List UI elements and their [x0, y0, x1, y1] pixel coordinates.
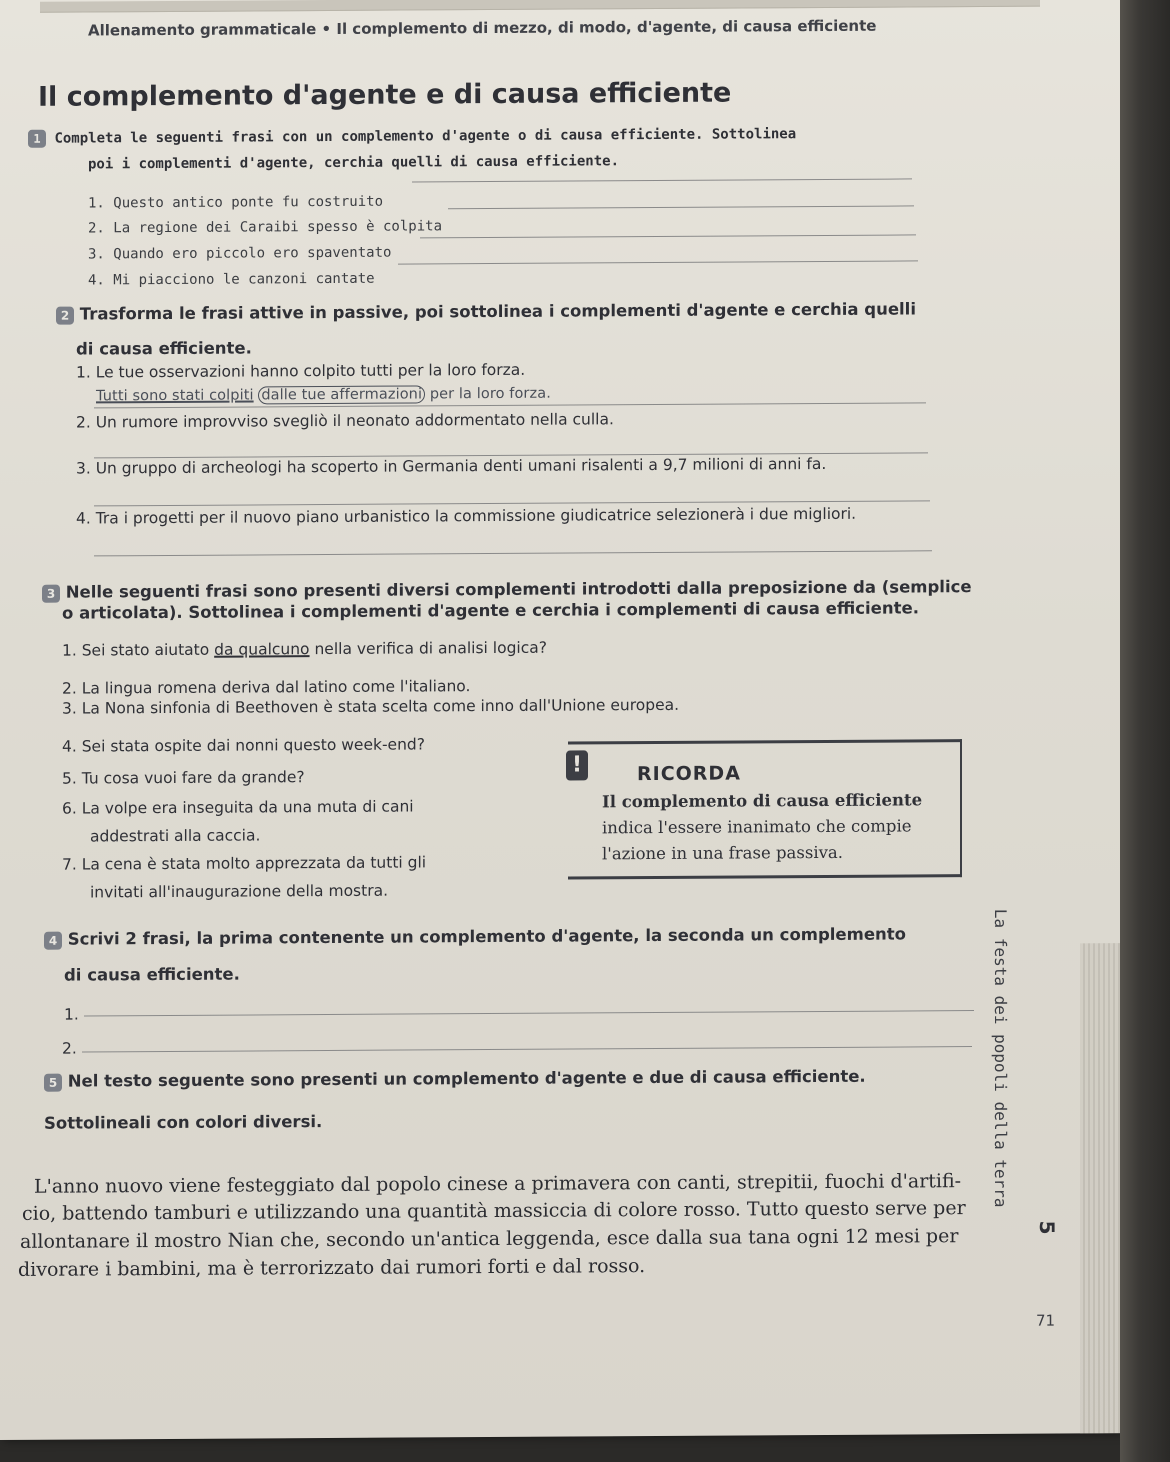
exercise-3-item: 5. Tu cosa vuoi fare da grande? [62, 768, 305, 788]
exercise-3-item: 7. La cena è stata molto apprezzata da tutti gli [62, 853, 427, 874]
passage-line: divorare i bambini, ma è terrorizzato dai rumori forti e dal rosso. [18, 1255, 646, 1281]
ricorda-bold-line: Il complemento di causa efficiente [602, 790, 923, 812]
exercise-5-badge: 5 [44, 1073, 62, 1091]
exercise-2-instruction-line2: di causa efficiente. [76, 338, 252, 359]
answer-line[interactable] [84, 1010, 974, 1016]
exercise-1-item: 2. La regione dei Caraibi spesso è colpita [88, 218, 443, 237]
exercise-2-item: 1. Le tue osservazioni hanno colpito tutti per la loro forza. [76, 360, 526, 382]
page-title: Il complemento d'agente e di causa efficiente [38, 77, 732, 113]
exercise-1-badge: 1 [28, 130, 46, 148]
exercise-4-item: 2. [62, 1039, 77, 1058]
exercise-3-badge: 3 [42, 584, 60, 602]
exercise-5-instruction: 5 Nel testo seguente sono presenti un complemento d'agente e due di causa efficiente. [44, 1067, 866, 1092]
answer-line[interactable] [420, 234, 916, 238]
passage-line: allontanare il mostro Nian che, secondo un'antica leggenda, esce dalla sua tana ogni 12 mesi per [20, 1225, 959, 1253]
underlined-agent: da qualcuno [214, 640, 310, 659]
exercise-1-item: 3. Quando ero piccolo ero spaventato [88, 244, 392, 263]
exercise-4-instruction: 4 Scrivi 2 frasi, la prima contenente un complemento d'agente, la seconda un complemento [44, 924, 906, 949]
exercise-1-instruction: 1 Completa le seguenti frasi con un complemento d'agente o di causa efficiente. Sottolinea [28, 125, 796, 148]
page-header: Allenamento grammaticale • Il complemento di mezzo, di modo, d'agente, di causa efficiente [88, 16, 877, 40]
handwritten-answer: Tutti sono stati colpiti dalle tue affermazioni per la loro forza. [96, 385, 551, 405]
exercise-4-badge: 4 [44, 931, 62, 949]
passage-line: L'anno nuovo viene festeggiato dal popolo cinese a primavera con canti, strepitii, fuochi d'artifi- [34, 1170, 962, 1198]
exercise-3-item: invitati all'inaugurazione della mostra. [90, 881, 389, 902]
exercise-4-instruction-line2: di causa efficiente. [64, 964, 240, 985]
exercise-2-item: 4. Tra i progetti per il nuovo piano urbanistico la commissione giudicatrice selezionerà i due migliori. [76, 504, 857, 528]
exercise-3-item: 2. La lingua romena deriva dal latino come l'italiano. [62, 677, 471, 698]
exercise-3-item: 4. Sei stata ospite dai nonni questo week-end? [62, 735, 425, 756]
answer-line[interactable] [412, 178, 912, 182]
exercise-2-item: 3. Un gruppo di archeologi ha scoperto in Germania denti umani risalenti a 9,7 milioni di anni fa. [76, 454, 827, 478]
answer-line[interactable] [398, 260, 918, 264]
exercise-3-instruction-line2: o articolata). Sottolinea i complementi d'agente e cerchia i complementi di causa efficiente. [62, 598, 919, 623]
answer-line[interactable] [94, 550, 932, 556]
exercise-3-item: addestrati alla caccia. [90, 826, 261, 846]
exercise-3-item: 6. La volpe era inseguita da una muta di cani [62, 797, 414, 818]
answer-line[interactable] [82, 1046, 972, 1052]
exercise-3-item: 1. Sei stato aiutato da qualcuno nella verifica di analisi logica? [62, 638, 547, 660]
ricorda-line: l'azione in una frase passiva. [602, 842, 843, 864]
passage-line: cio, battendo tamburi e utilizzando una quantità massiccia di colore rosso. Tutto questo serve per [22, 1197, 966, 1225]
page-number: 71 [1036, 1311, 1056, 1330]
exercise-1-item: 1. Questo antico ponte fu costruito [88, 193, 384, 212]
exercise-1-item: 4. Mi piacciono le canzoni cantate [88, 270, 375, 289]
side-chapter-title: La festa dei popoli della terra [991, 908, 1010, 1208]
exclamation-icon: ! [566, 750, 588, 780]
answer-line[interactable] [448, 205, 914, 209]
ricorda-line: indica l'essere inanimato che compie [602, 816, 912, 838]
exercise-4-item: 1. [64, 1005, 79, 1024]
ricorda-title: RICORDA [637, 762, 741, 786]
exercise-2-badge: 2 [56, 306, 74, 324]
background-surface [1120, 0, 1170, 1462]
page-binding-edge [1080, 943, 1120, 1433]
exercise-2-instruction: 2 Trasforma le frasi attive in passive, poi sottolinea i complementi d'agente e cerchia quelli [56, 299, 916, 324]
exercise-1-instruction-line2: poi i complementi d'agente, cerchia quelli di causa efficiente. [88, 153, 620, 173]
exercise-3-item: 3. La Nona sinfonia di Beethoven è stata scelta come inno dall'Unione europea. [62, 695, 680, 718]
exercise-3-instruction: 3 Nelle seguenti frasi sono presenti diversi complementi introdotti dalla preposizione da (semplice [42, 577, 972, 602]
top-strip [40, 0, 1040, 13]
exercise-2-item: 2. Un rumore improvviso svegliò il neonato addormentato nella culla. [76, 410, 614, 432]
unit-number-badge: 5 [1035, 1220, 1059, 1235]
exercise-5-instruction-line2: Sottolineali con colori diversi. [44, 1112, 323, 1133]
